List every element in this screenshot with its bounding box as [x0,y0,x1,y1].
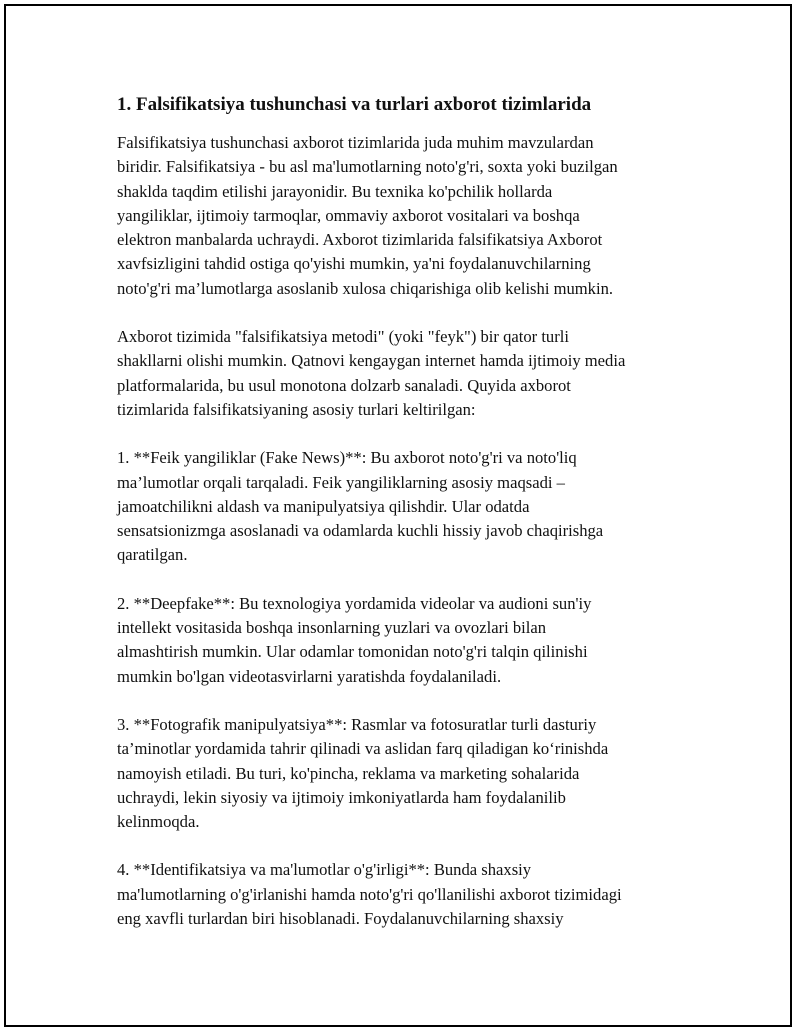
paragraph-methods: Axborot tizimida "falsifikatsiya metodi" (yoki "feyk") bir qator turli shakllarni olishi mumkin. Qatnovi kengaygan internet hamda ijtimoiy media platformalarida, bu usul monotona dolzarb sanaladi. Quyida axborot tizimlarida falsifikatsiyaning asosiy turlari keltirilgan: [117,327,626,419]
section-heading: 1. Falsifikatsiya tushunchasi va turlari axborot tizimlarida [117,94,592,115]
paragraph-photo-manipulation: 3. **Fotografik manipulyatsiya**: Rasmlar va fotosuratlar turli dasturiy ta’minotlar yordamida tahrir qilinadi va aslidan farq qiladigan ko‘rinishda namoyish etiladi. Bu turi, ko'pincha, reklama va marketing sohalarida uchraydi, lekin siyosiy va ijtimoiy imkoniyatlarda ham foydalanilib kelinmoqda. [117,714,609,832]
paragraph-intro: Falsifikatsiya tushunchasi axborot tizimlarida juda muhim mavzulardan biridir. Falsifikatsiya - bu asl ma'lumotlarning noto'g'ri, soxta yoki buzilgan shaklda taqdim etilishi jarayonidir. Bu texnika ko'pchilik hollarda yangiliklar, ijtimoiy tarmoqlar, ommaviy axborot vositalari va boshqa elektron manbalarda uchraydi. Axborot tizimlarida falsifikatsiya Axborot xavfsizligini tahdid ostiga qo'yishi mumkin, ya'ni foydalanuvchilarning noto'g'ri ma’lumotlarga asoslanib xulosa chiqarishiga olib kelishi mumkin. [117,133,618,298]
paragraph-deepfake: 2. **Deepfake**: Bu texnologiya yordamida videolar va audioni sun'iy intellekt vositasida boshqa insonlarning yuzlari va ovozlari bilan almashtirish mumkin. Ular odamlar tomonidan noto'g'ri talqin qilinishi mumkin bo'lgan videotasvirlarni yaratishda foydalaniladi. [117,593,592,686]
paragraph-fake-news: 1. **Feik yangiliklar (Fake News)**: Bu axborot noto'g'ri va noto'liq ma’lumotlar orqali tarqaladi. Feik yangiliklarning asosiy maqsadi – jamoatchilikni aldash va manipulyatsiya qilishdir. Ular odatda sensatsionizmga asoslanadi va odamlarda kuchli hissiy javob chaqirishga qaratilgan. [117,448,604,565]
paragraph-identity-theft: 4. **Identifikatsiya va ma'lumotlar o'g'irligi**: Bunda shaxsiy ma'lumotlarning o'g'irlanishi hamda noto'g'ri qo'llanilishi axborot tizimidagi eng xavfli turlardan biri hisoblanadi. Foydalanuvchilarning shaxsiy [117,860,622,929]
document-body [117,92,697,955]
